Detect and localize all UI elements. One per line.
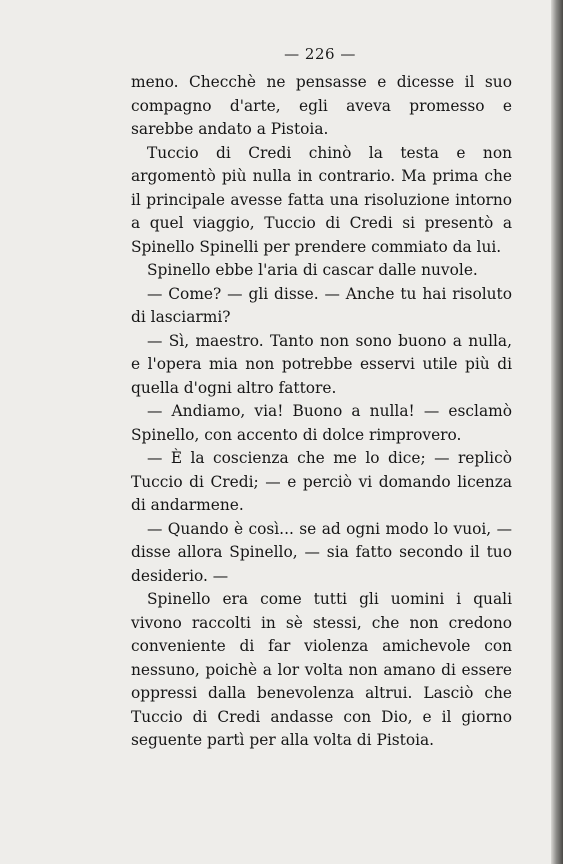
page-edge-shadow: [551, 0, 563, 864]
paragraph: — Come? — gli disse. — Anche tu hai risoluto di lasciarmi?: [131, 284, 512, 326]
page-number: — 226 —: [284, 45, 356, 63]
body-text: [131, 71, 512, 753]
paragraph: — Andiamo, via! Buono a nulla! — esclamò Spinello, con accento di dolce rimprovero.: [131, 402, 512, 444]
paragraph: Spinello era come tutti gli uomini i quali vivono raccolti in sè stessi, che non credono conveniente di far violenza amichevole con nessuno, poichè a lor volta non amano di essere oppressi dalla benevolenza altrui. Lasciò che Tuccio di Credi andasse con Dio, e il giorno seguente partì per alla volta di Pistoia.: [131, 590, 512, 749]
paragraph: — È la coscienza che me lo dice; — replicò Tuccio di Credi; — e perciò vi domando licenza di andarmene.: [131, 449, 512, 514]
paragraph: — Quando è così... se ad ogni modo lo vuoi, — disse allora Spinello, — sia fatto secondo il tuo desiderio. —: [131, 519, 512, 585]
paragraph: Tuccio di Credi chinò la testa e non argomentò più nulla in contrario. Ma prima che il principale avesse fatta una risoluzione intorno a quel viaggio, Tuccio di Credi si presentò a Spinello Spinelli per prendere commiato da lui.: [131, 143, 512, 256]
paragraph: Spinello ebbe l'aria di cascar dalle nuvole.: [147, 261, 478, 279]
paragraph: meno. Checchè ne pensasse e dicesse il suo compagno d'arte, egli aveva promesso e sarebbe andato a Pistoia.: [131, 73, 512, 138]
paragraph: — Sì, maestro. Tanto non sono buono a nulla, e l'opera mia non potrebbe esservi utile più di quella d'ogni altro fattore.: [131, 331, 512, 397]
